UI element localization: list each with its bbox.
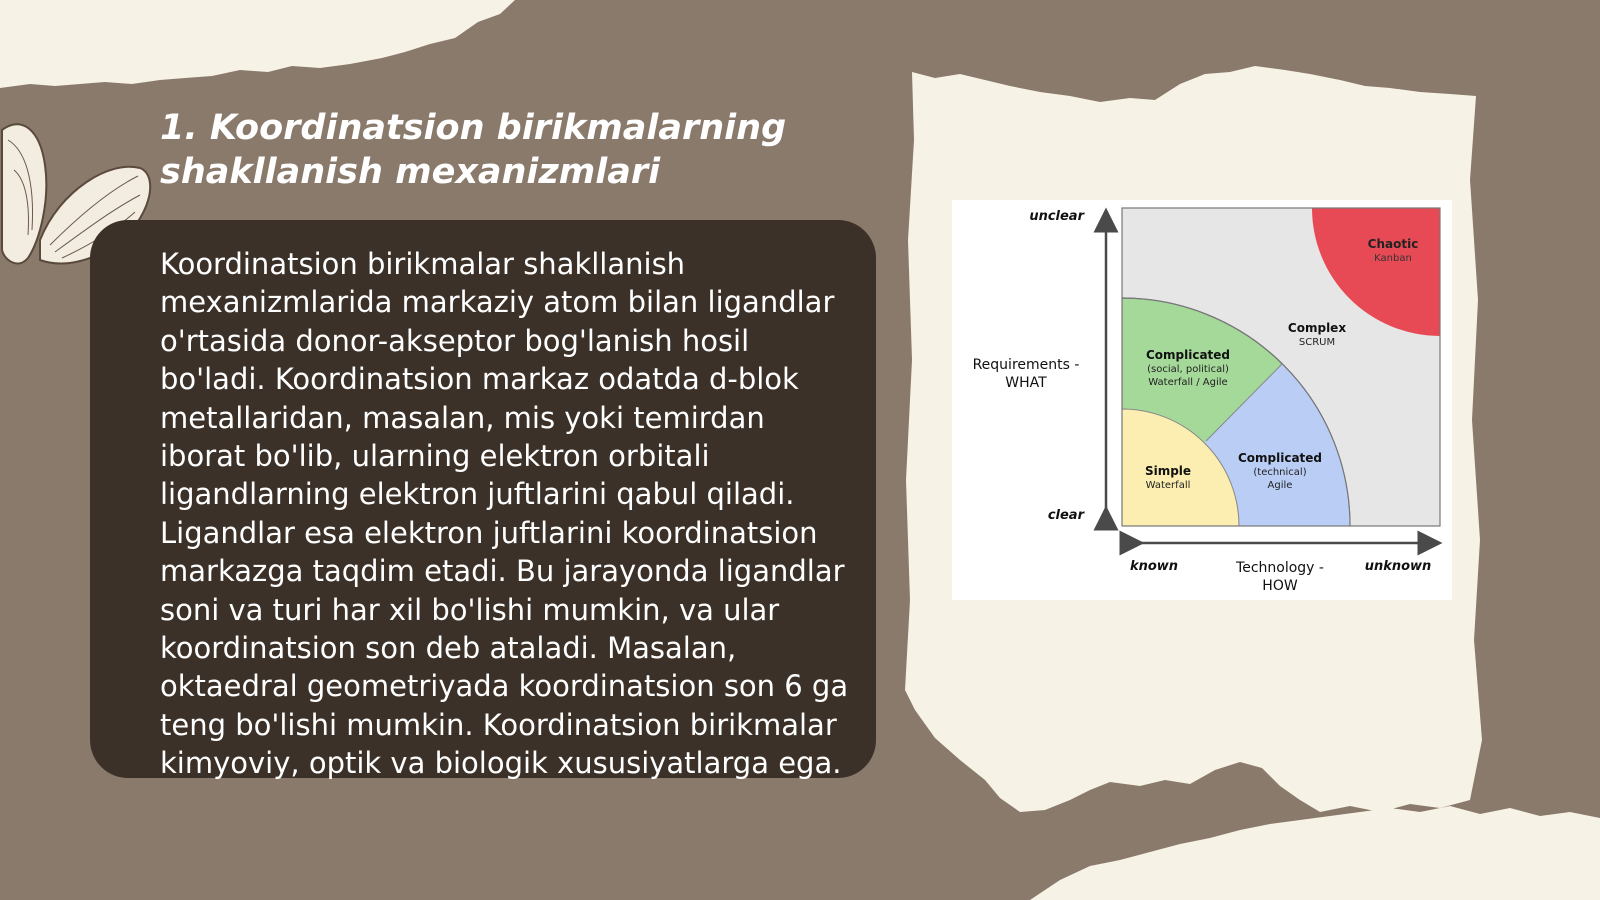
- complicated-technical-title: Complicated: [1237, 451, 1323, 465]
- complicated-technical-sub2: Agile: [1267, 480, 1293, 491]
- y-axis-bottom-label: clear: [1047, 508, 1084, 523]
- complex-sub: SCRUM: [1298, 337, 1336, 348]
- torn-paper-top-left: [0, 0, 515, 88]
- torn-paper-bottom-right: [1030, 806, 1600, 900]
- chaotic-title: Chaotic: [1367, 237, 1419, 251]
- simple-sub: Waterfall: [1145, 480, 1191, 491]
- simple-title: Simple: [1144, 464, 1192, 478]
- stacey-matrix-diagram: [952, 200, 1452, 600]
- complicated-social-sub2: Waterfall / Agile: [1148, 377, 1228, 388]
- y-axis-title-line2: WHAT: [1005, 375, 1047, 391]
- complicated-social-sub1: (social, political): [1147, 364, 1229, 375]
- x-axis-title-line2: HOW: [1262, 578, 1298, 594]
- x-axis-right-label: unknown: [1364, 559, 1432, 574]
- y-axis-title-line1: Requirements -: [972, 357, 1080, 373]
- slide-title: 1. Koordinatsion birikmalarning shakllanish mexanizmlari: [160, 108, 787, 192]
- complicated-social-title: Complicated: [1145, 348, 1231, 362]
- slide-body-text: Koordinatsion birikmalar shakllanish mexanizmlarida markaziy atom bilan ligandlar o'rtasida donor-akseptor bog'lanish hosil bo'ladi. Koordinatsion markaz odatda d-blok metallaridan, masalan, mis yoki temirdan iborat bo'lib, ularning elektron orbitali ligandlarning elektron juftlarini qabul qiladi. Ligandlar esa elektron juftlarini koordinatsion markazga taqdim etadi. Bu jarayonda ligandlar soni va turi har xil bo'lishi mumkin, va ular koordinatsion son deb ataladi. Masalan, oktaedral geometriyada koordinatsion son 6 ga teng bo'lishi mumkin. Koordinatsion birikmalar kimyoviy, optik va biologik xususiyatlarga ega.: [160, 247, 849, 781]
- x-axis-title-line1: Technology -: [1236, 560, 1324, 576]
- complex-title: Complex: [1287, 321, 1347, 335]
- complicated-technical-sub1: (technical): [1253, 467, 1307, 478]
- x-axis-left-label: known: [1129, 559, 1179, 574]
- y-axis-top-label: unclear: [1029, 209, 1084, 224]
- chaotic-sub: Kanban: [1374, 253, 1412, 264]
